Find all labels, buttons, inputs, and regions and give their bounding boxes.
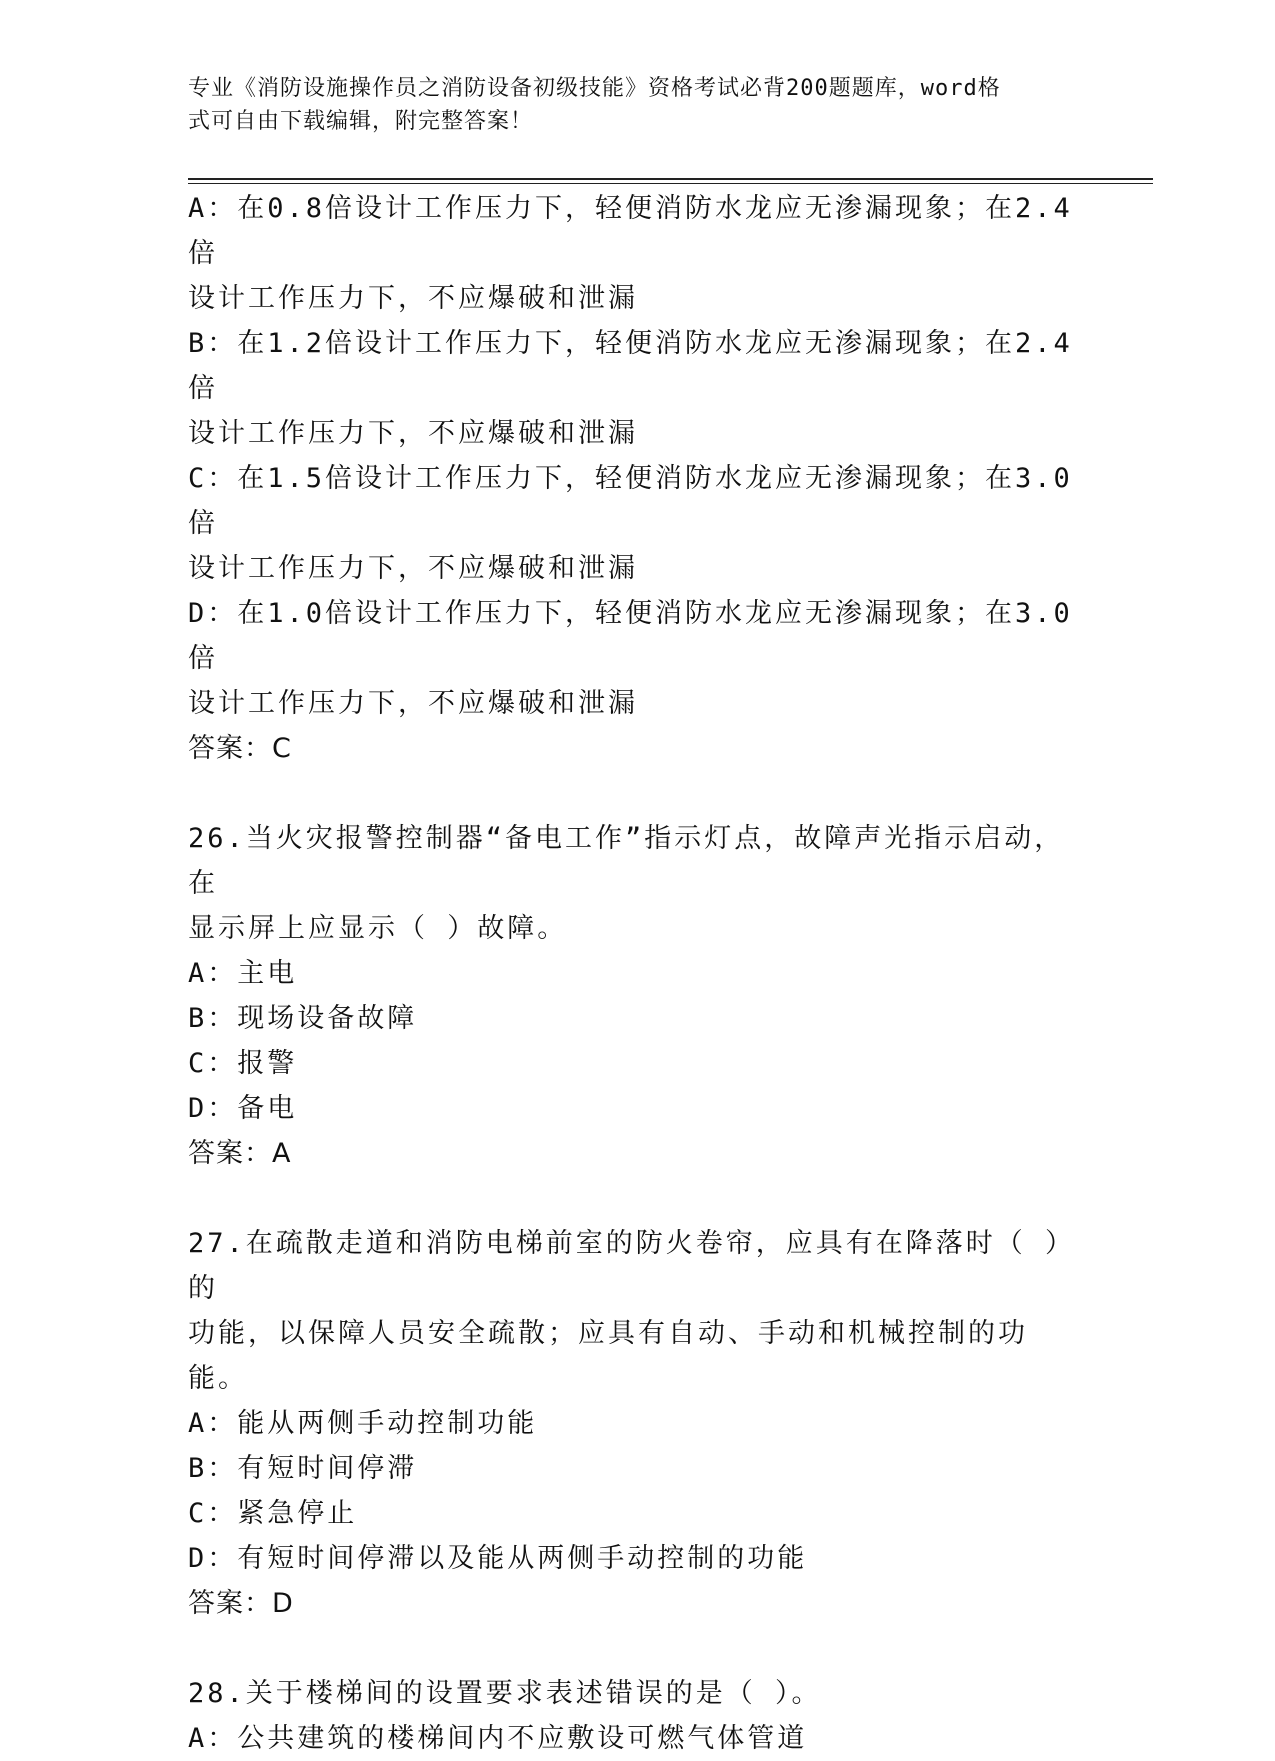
option-a-continued: 设计工作压力下，不应爆破和泄漏 (188, 283, 638, 314)
header-line-1: 专业《消防设施操作员之消防设备初级技能》资格考试必背200题题库，word格 (188, 76, 1001, 101)
question-stem: 27.在疏散走道和消防电梯前室的防火卷帘，应具有在降落时（ ）的 (188, 1228, 1076, 1304)
option-d: D：在1.0倍设计工作压力下，轻便消防水龙应无渗漏现象；在3.0倍 (188, 598, 1073, 674)
answer: 答案：A (188, 1138, 292, 1169)
document-body (188, 186, 1078, 1761)
answer: 答案：D (188, 1588, 294, 1619)
question-25 (188, 186, 1078, 771)
option-c: C：紧急停止 (188, 1498, 358, 1529)
question-stem: 26.当火灾报警控制器“备电工作”指示灯点，故障声光指示启动，在 (188, 823, 1065, 899)
header-divider-thick (188, 178, 1153, 180)
question-stem: 28.关于楼梯间的设置要求表述错误的是（ ）。 (188, 1678, 822, 1709)
header-divider-thin (188, 183, 1153, 184)
option-a: A：公共建筑的楼梯间内不应敷设可燃气体管道 (188, 1723, 808, 1754)
option-c: C：报警 (188, 1048, 298, 1079)
question-stem-continued: 功能，以保障人员安全疏散；应具有自动、手动和机械控制的功能。 (188, 1318, 1028, 1394)
option-c-continued: 设计工作压力下，不应爆破和泄漏 (188, 553, 638, 584)
option-b: B：有短时间停滞 (188, 1453, 418, 1484)
question-28 (188, 1671, 1078, 1761)
answer: 答案：C (188, 733, 292, 764)
option-b: B：在1.2倍设计工作压力下，轻便消防水龙应无渗漏现象；在2.4倍 (188, 328, 1073, 404)
question-27 (188, 1221, 1078, 1626)
question-26 (188, 816, 1078, 1176)
option-c: C：在1.5倍设计工作压力下，轻便消防水龙应无渗漏现象；在3.0倍 (188, 463, 1073, 539)
question-stem-continued: 显示屏上应显示（ ）故障。 (188, 913, 568, 944)
option-a: A：在0.8倍设计工作压力下，轻便消防水龙应无渗漏现象；在2.4倍 (188, 193, 1073, 269)
option-b: B：现场设备故障 (188, 1003, 418, 1034)
header-line-2: 式可自由下载编辑，附完整答案！ (188, 109, 534, 134)
option-d-continued: 设计工作压力下，不应爆破和泄漏 (188, 688, 638, 719)
option-d: D：备电 (188, 1093, 298, 1124)
document-header (188, 72, 1068, 138)
option-b-continued: 设计工作压力下，不应爆破和泄漏 (188, 418, 638, 449)
option-a: A：能从两侧手动控制功能 (188, 1408, 538, 1439)
option-d: D：有短时间停滞以及能从两侧手动控制的功能 (188, 1543, 808, 1574)
option-a: A：主电 (188, 958, 298, 989)
